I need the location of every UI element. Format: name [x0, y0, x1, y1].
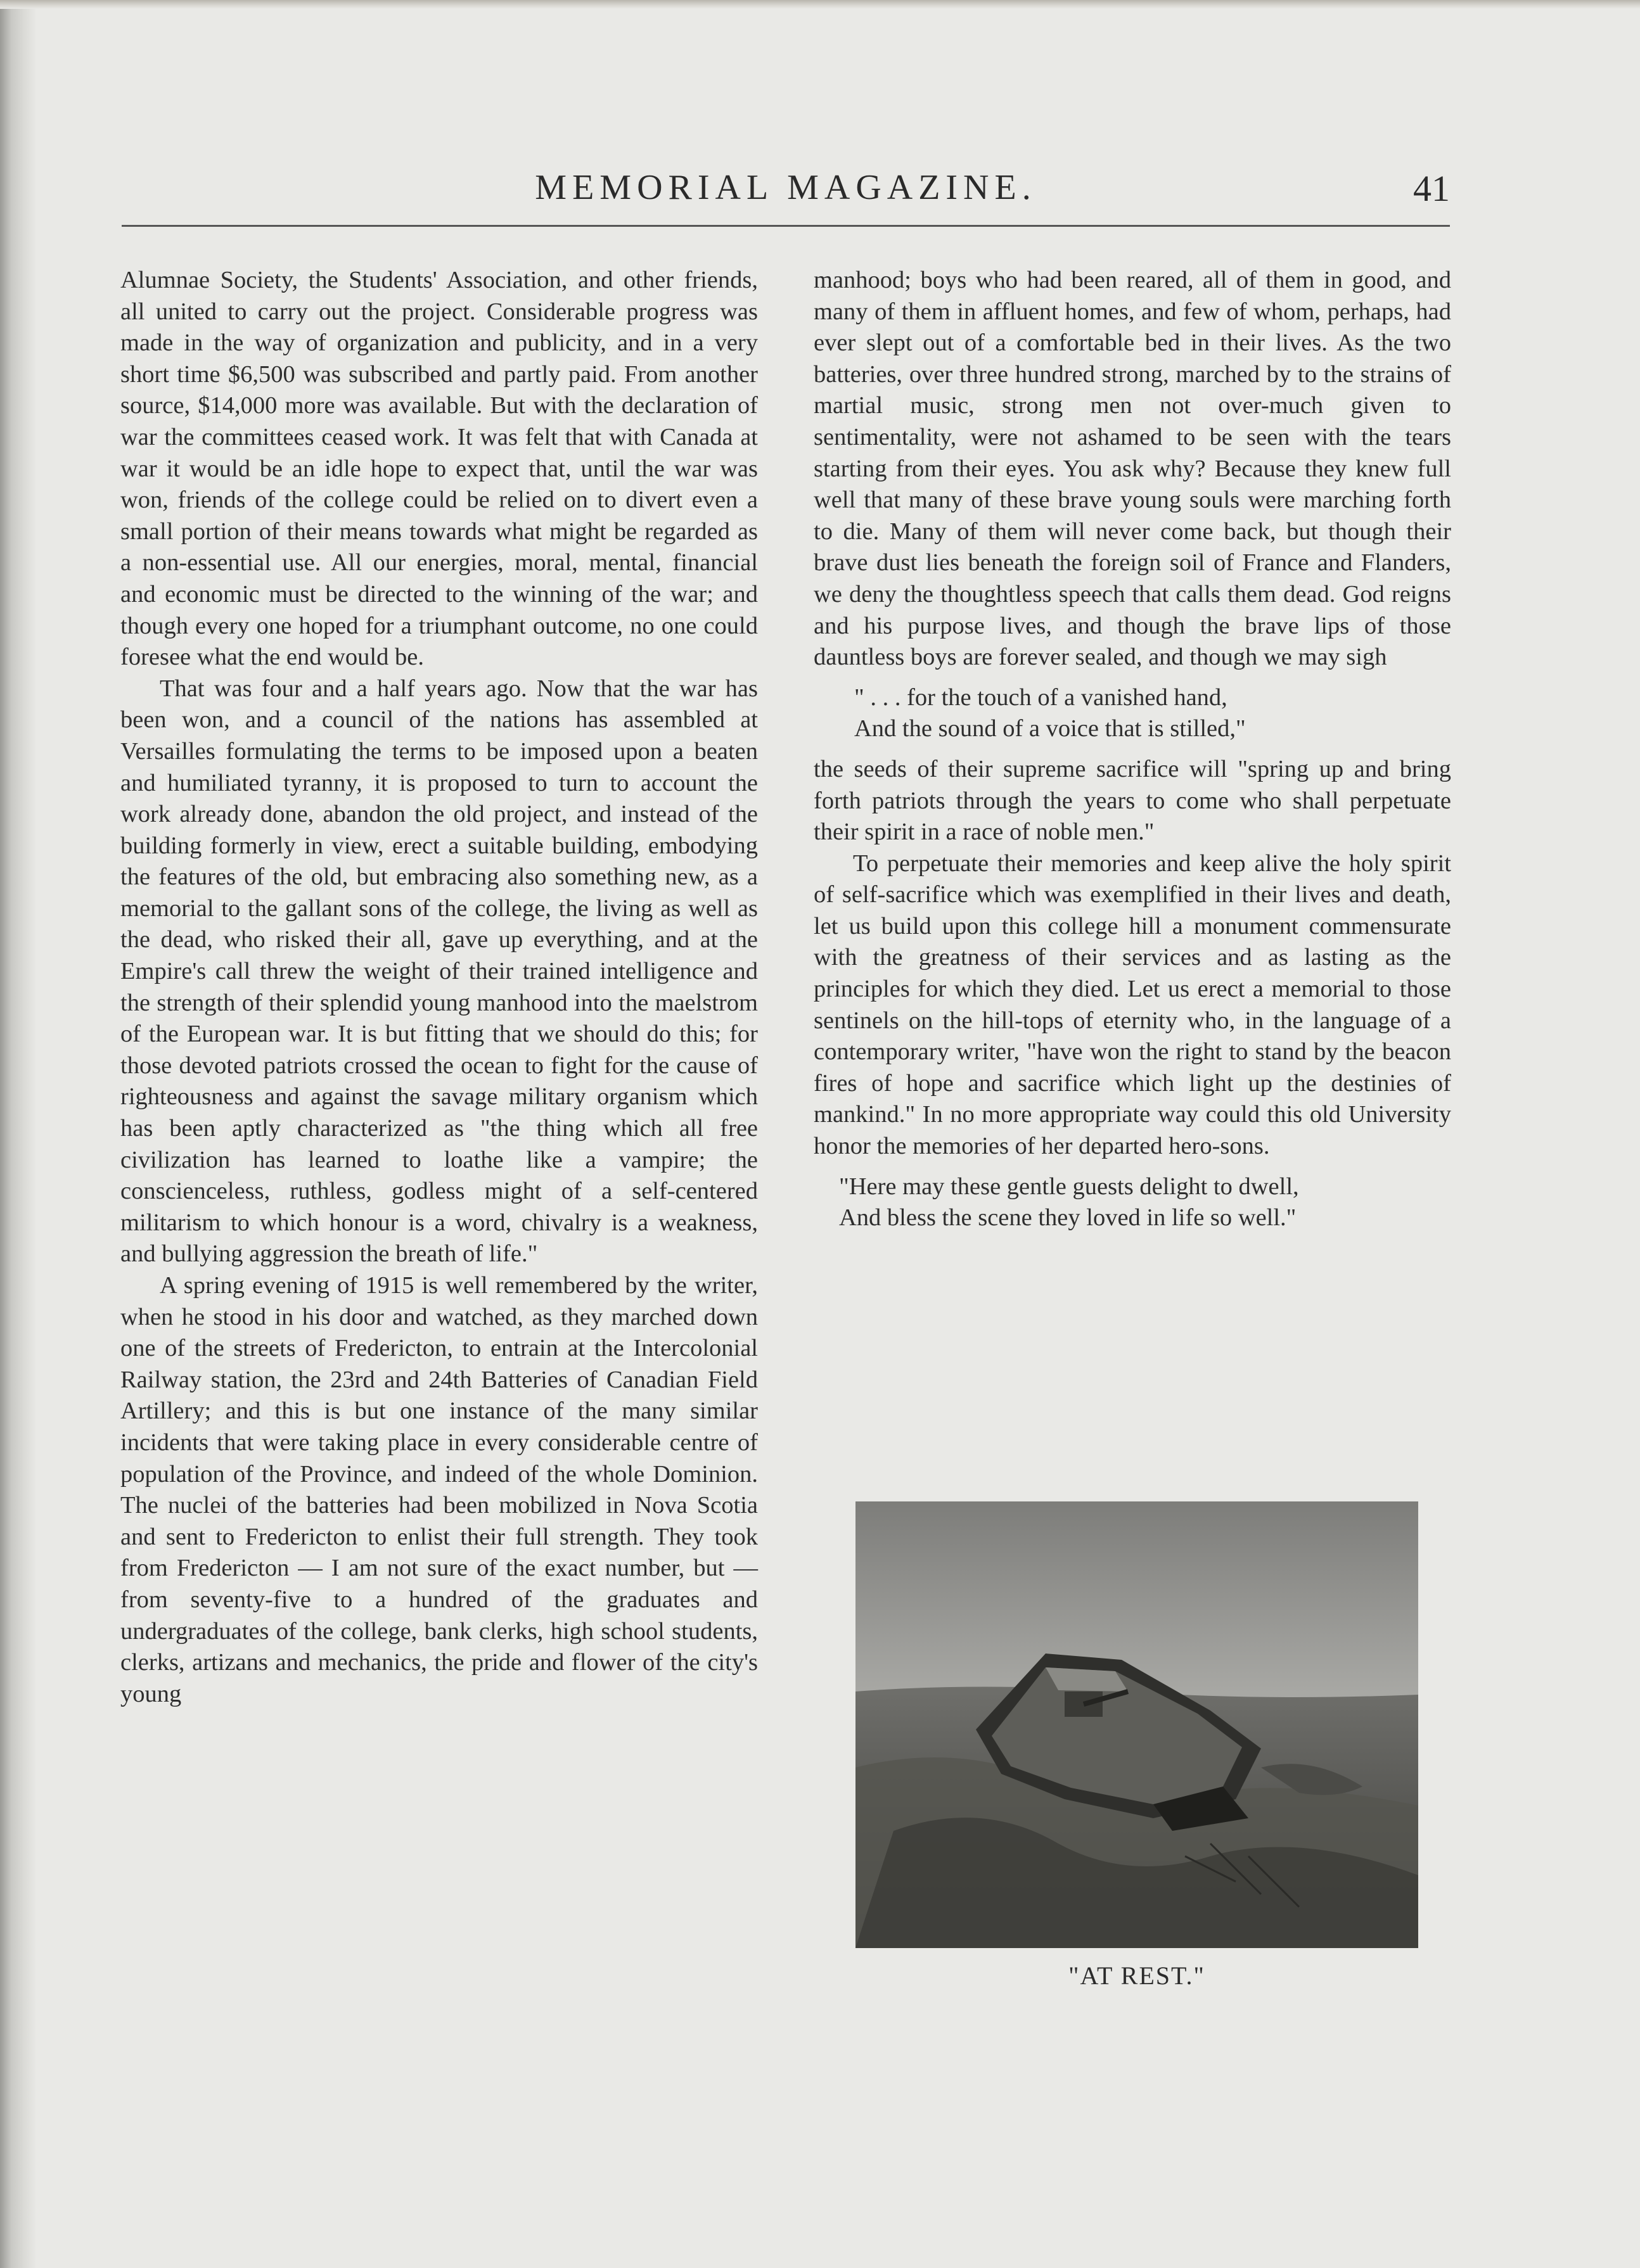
left-paragraph-1: Alumnae Society, the Students' Association, and other friends, all united to carry out the project. Considerable progress was made in the way of organization and publicity, and in a very short time $6,500 was subscribed and partly paid. From another source, $14,000 more was available. But with the declaration of war the committees ceased work. It was felt that with Canada at war it would be an idle hope to expect that, until the war was won, friends of the college could be relied on to divert even a small portion of their means towards what might be regarded as a non-essential use. All our energies, moral, mental, financial and economic must be directed to the winning of the war; and though every one hoped for a triumphant outcome, no one could foresee what the end would be. — [120, 267, 758, 671]
page-binding-edge — [0, 0, 37, 2268]
page-number: 41 — [1413, 168, 1450, 209]
verse-2-line-1: "Here may these gentle guests delight to dwell, — [839, 1173, 1299, 1200]
tank-photograph — [855, 1501, 1418, 1948]
running-title: MEMORIAL MAGAZINE. — [535, 168, 1037, 207]
right-paragraph-3: To perpetuate their memories and keep alive the holy spirit of self-sacrifice which was exemplified in their lives and death, let us build upon this college hill a monument commensurate with the greatness of their services and as lasting as the principles for which they died. Let us erect a memorial to those sentinels on the hill-tops of eternity who, in the language of a contemporary writer, "have won the right to stand by the beacon fires of hope and sacrifice which light up the destinies of mankind." In no more appropriate way could this old University honor the memories of her departed hero-sons. — [814, 850, 1451, 1160]
left-paragraph-2: That was four and a half years ago. Now that the war has been won, and a council of the nations has assembled at Versailles formulating the terms to be imposed upon a beaten and humiliated tyranny, it is proposed to turn to account the work already done, abandon the old project, and instead of the building formerly in view, erect a suitable building, embodying the features of the old, but embracing also something new, as a memorial to the gallant sons of the college, the living as well as the dead, who risked their all, gave up everything, and at the Empire's call threw the weight of their trained intelligence and the strength of their splendid young manhood into the maelstrom of the European war. It is but fitting that we should do this; for those devoted patriots crossed the ocean to fight for the cause of righteousness and against the savage military organism which has been aptly characterized as "the thing which all free civilization has learned to loathe like a vampire; the conscienceless, ruthless, godless might of a self-centered militarism to which honour is a word, chivalry is a weakness, and bullying aggression the breath of life." — [120, 675, 758, 1268]
tank-photo-illustration — [855, 1501, 1418, 1948]
page-top-edge — [0, 0, 1640, 9]
left-paragraph-3: A spring evening of 1915 is well remembered by the writer, when he stood in his door and watched, as they marched down one of the streets of Fredericton, to entrain at the Intercolonial Railway station, the 23rd and 24th Batteries of Canadian Field Artillery; and this is but one instance of the many similar incidents that were taking place in every considerable centre of population of the Province, and indeed of the whole Dominion. The nuclei of the batteries had been mobilized in Nova Scotia and sent to Fredericton to enlist their full strength. They took from Fredericton — I am not sure of the exact number, but — from seventy-five to a hundred of the graduates and undergraduates of the college, bank clerks, high school students, clerks, artizans and mechanics, the pride and flower of the city's young — [120, 1272, 758, 1707]
right-paragraph-2: the seeds of their supreme sacrifice will "spring up and bring forth patriots through the years to come who shall perpetuate their spirit in a race of noble men." — [814, 755, 1451, 846]
page-header — [122, 163, 1450, 214]
header-rule — [122, 225, 1450, 227]
verse-quote-1 — [814, 682, 1451, 745]
right-column — [814, 265, 1451, 1243]
verse-1-line-1: " . . . for the touch of a vanished hand, — [854, 684, 1227, 711]
right-paragraph-1: manhood; boys who had been reared, all of them in good, and many of them in affluent homes, and few of whom, perhaps, had ever slept out of a comfortable bed in their lives. As the two batteries, over three hundred strong, marched by to the strains of martial music, strong men not over-much given to sentimentality, were not ashamed to be seen with the tears starting from their eyes. You ask why? Because they knew full well that many of these brave young souls were marching forth to die. Many of them will never come back, but though their brave dust lies beneath the foreign soil of France and Flanders, we deny the thoughtless speech that calls them dead. God reigns and his purpose lives, and though the brave lips of those dauntless boys are forever sealed, and though we may sigh — [814, 267, 1451, 671]
verse-2-line-2: And bless the scene they loved in life so well." — [839, 1204, 1297, 1232]
verse-quote-2 — [814, 1171, 1451, 1234]
left-column — [120, 265, 758, 1710]
photo-caption: "AT REST." — [1068, 1961, 1205, 1990]
verse-1-line-2: And the sound of a voice that is stilled," — [854, 715, 1246, 742]
